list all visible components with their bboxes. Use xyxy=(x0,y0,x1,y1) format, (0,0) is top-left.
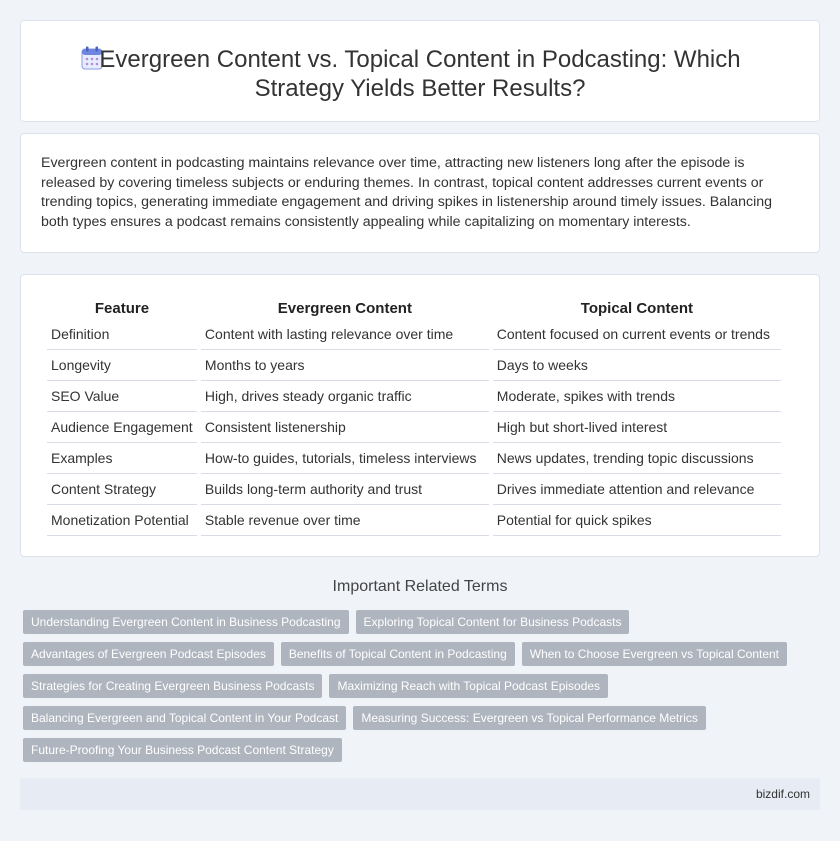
table-header-row xyxy=(47,297,781,319)
related-terms-title: Important Related Terms xyxy=(332,578,508,595)
feature-cell: Audience Engagement xyxy=(47,412,197,443)
feature-cell: Monetization Potential xyxy=(47,505,197,536)
topical-cell: Moderate, spikes with trends xyxy=(493,381,781,412)
table-row xyxy=(47,474,781,505)
topical-cell: High but short-lived interest xyxy=(493,412,781,443)
intro-text: Evergreen content in podcasting maintains relevance over time, attracting new listeners long after the episode is released by covering timeless subjects or enduring themes. In contrast, topical content addresses current events or trending topics, generating immediate engagement and driving spikes in listenership around timely issues. Balancing both types ensures a podcast remains consistently appealing while capitalizing on momentary interests. xyxy=(41,155,773,231)
table-row xyxy=(47,350,781,381)
topical-cell: Content focused on current events or trends xyxy=(493,319,781,350)
footer xyxy=(20,778,820,810)
evergreen-cell: Stable revenue over time xyxy=(201,505,489,536)
feature-cell: Content Strategy xyxy=(47,474,197,505)
related-term-link[interactable]: Balancing Evergreen and Topical Content in Your Podcast xyxy=(23,706,346,730)
related-term-link[interactable]: Advantages of Evergreen Podcast Episodes xyxy=(23,642,274,666)
related-term-link[interactable]: Measuring Success: Evergreen vs Topical Performance Metrics xyxy=(353,706,706,730)
header-topical: Topical Content xyxy=(580,299,693,317)
related-term-link[interactable]: Future-Proofing Your Business Podcast Content Strategy xyxy=(23,738,342,762)
topical-cell: Days to weeks xyxy=(493,350,781,381)
related-terms-list xyxy=(23,610,823,770)
topical-cell: News updates, trending topic discussions xyxy=(493,443,781,474)
header-feature: Feature xyxy=(94,299,150,317)
evergreen-cell: How-to guides, tutorials, timeless interviews xyxy=(201,443,489,474)
header-evergreen: Evergreen Content xyxy=(277,299,412,317)
feature-cell: SEO Value xyxy=(47,381,197,412)
tag-row xyxy=(23,610,823,634)
table-row xyxy=(47,319,781,350)
tag-row xyxy=(23,706,823,730)
evergreen-cell: Content with lasting relevance over time xyxy=(201,319,489,350)
related-term-link[interactable]: Understanding Evergreen Content in Business Podcasting xyxy=(23,610,349,634)
table-row xyxy=(47,381,781,412)
tag-row xyxy=(23,674,823,698)
header-card xyxy=(20,20,820,122)
related-term-link[interactable]: When to Choose Evergreen vs Topical Content xyxy=(522,642,787,666)
related-term-link[interactable]: Exploring Topical Content for Business Podcasts xyxy=(356,610,630,634)
table-row xyxy=(47,505,781,536)
feature-cell: Longevity xyxy=(47,350,197,381)
intro-card xyxy=(20,133,820,253)
topical-cell: Drives immediate attention and relevance xyxy=(493,474,781,505)
table-row xyxy=(47,412,781,443)
topical-cell: Potential for quick spikes xyxy=(493,505,781,536)
related-term-link[interactable]: Maximizing Reach with Topical Podcast Episodes xyxy=(329,674,608,698)
evergreen-cell: Consistent listenership xyxy=(201,412,489,443)
comparison-table xyxy=(43,297,785,536)
comparison-table-card xyxy=(20,274,820,557)
evergreen-cell: High, drives steady organic traffic xyxy=(201,381,489,412)
evergreen-cell: Months to years xyxy=(201,350,489,381)
related-term-link[interactable]: Benefits of Topical Content in Podcasting xyxy=(281,642,515,666)
table-row xyxy=(47,443,781,474)
feature-cell: Definition xyxy=(47,319,197,350)
footer-site[interactable]: bizdif.com xyxy=(755,787,810,801)
feature-cell: Examples xyxy=(47,443,197,474)
evergreen-cell: Builds long-term authority and trust xyxy=(201,474,489,505)
tag-row xyxy=(23,738,823,762)
related-term-link[interactable]: Strategies for Creating Evergreen Business Podcasts xyxy=(23,674,322,698)
page-title: Evergreen Content vs. Topical Content in Podcasting: Which Strategy Yields Better Results? xyxy=(99,46,741,102)
tag-row xyxy=(23,642,823,666)
